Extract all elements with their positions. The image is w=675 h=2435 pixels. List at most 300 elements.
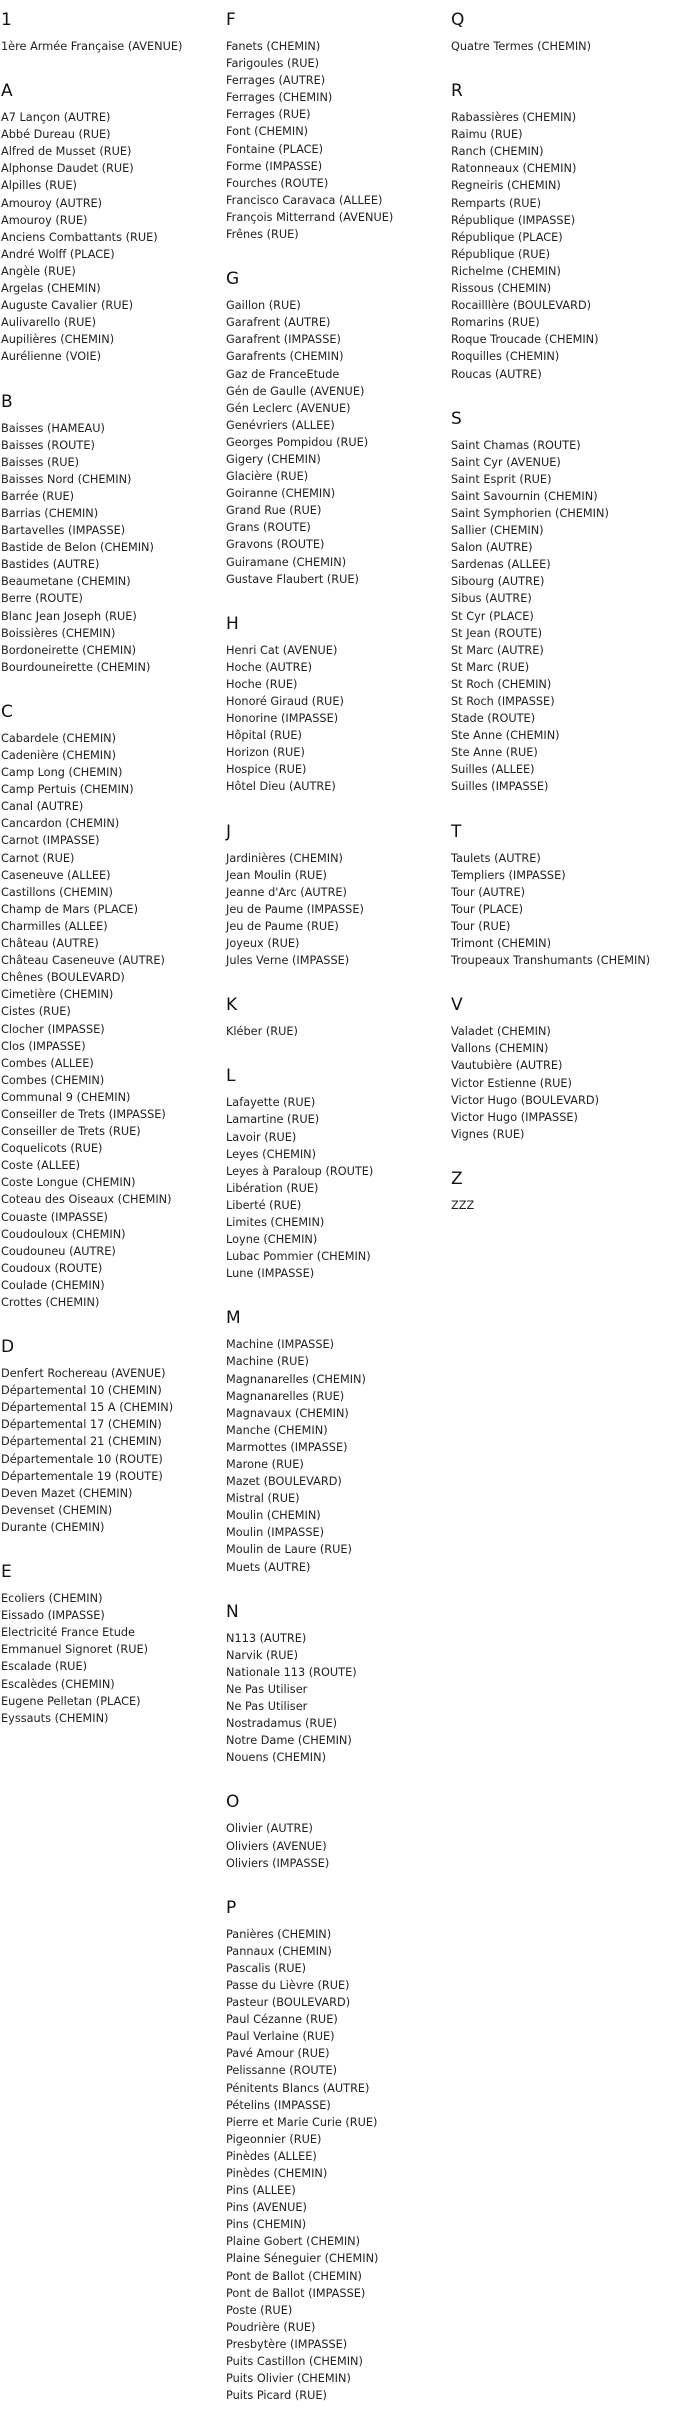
street-link[interactable]: Ferrages (RUE) bbox=[226, 108, 311, 122]
street-link[interactable]: Canal (AUTRE) bbox=[1, 800, 84, 814]
section-letter: G bbox=[226, 269, 240, 290]
street-link[interactable]: Garafrent (AUTRE) bbox=[226, 316, 331, 330]
street-link[interactable]: Pigeonnier (RUE) bbox=[226, 2132, 322, 2146]
street-link[interactable]: Amouroy (AUTRE) bbox=[1, 196, 103, 210]
section-e bbox=[1, 1562, 219, 1727]
street-link[interactable]: Escalèdes (CHEMIN) bbox=[1, 1677, 115, 1691]
section-letter: H bbox=[226, 613, 239, 634]
street-link[interactable]: Pasteur (BOULEVARD) bbox=[226, 1996, 351, 2010]
street-link[interactable]: Hôpital (RUE) bbox=[226, 729, 302, 743]
street-link[interactable]: Devenset (CHEMIN) bbox=[1, 1503, 113, 1517]
street-link[interactable]: Cimetière (CHEMIN) bbox=[1, 988, 114, 1002]
street-link[interactable]: Glacière (RUE) bbox=[226, 470, 309, 484]
street-link[interactable]: Farigoules (RUE) bbox=[226, 57, 320, 71]
street-link[interactable]: Olivier (AUTRE) bbox=[226, 1822, 313, 1836]
street-link[interactable]: Plaine Séneguier (CHEMIN) bbox=[226, 2252, 379, 2266]
street-link[interactable]: St Marc (AUTRE) bbox=[451, 643, 544, 657]
section-letter: L bbox=[226, 1066, 236, 1087]
street-link[interactable]: Rissous (CHEMIN) bbox=[451, 282, 552, 296]
section-g bbox=[226, 269, 446, 588]
street-link[interactable]: André Wolff (PLACE) bbox=[1, 247, 115, 261]
street-link[interactable]: Coquelicots (RUE) bbox=[1, 1142, 103, 1156]
street-link[interactable]: Communal 9 (CHEMIN) bbox=[1, 1090, 131, 1104]
street-link[interactable]: Abbé Dureau (RUE) bbox=[1, 128, 111, 142]
section-spacer bbox=[226, 588, 446, 614]
street-link[interactable]: Stade (ROUTE) bbox=[451, 712, 536, 726]
street-link[interactable]: St Cyr (PLACE) bbox=[451, 609, 534, 623]
street-link[interactable]: Pinèdes (CHEMIN) bbox=[226, 2167, 328, 2180]
section-letter: E bbox=[1, 1562, 12, 1583]
street-link[interactable]: Sibourg (AUTRE) bbox=[451, 575, 545, 589]
street-link[interactable]: Panières (CHEMIN) bbox=[226, 1927, 332, 1941]
street-link[interactable]: Vignes (RUE) bbox=[451, 1127, 525, 1141]
section-d bbox=[1, 1337, 219, 1536]
street-link[interactable]: Beaumetane (CHEMIN) bbox=[1, 575, 131, 589]
street-link[interactable]: Bastide de Belon (CHEMIN) bbox=[1, 541, 154, 555]
street-link[interactable]: Lune (IMPASSE) bbox=[226, 1267, 315, 1281]
street-link[interactable]: St Jean (ROUTE) bbox=[451, 626, 543, 640]
street-link[interactable]: Roque Troucade (CHEMIN) bbox=[451, 333, 599, 347]
street-link[interactable]: Baisses (ROUTE) bbox=[1, 438, 95, 452]
section-letter: D bbox=[1, 1337, 15, 1358]
street-link[interactable]: Sardenas (ALLEE) bbox=[451, 558, 551, 572]
street-link[interactable]: Puits Picard (RUE) bbox=[226, 2389, 327, 2403]
section-letter: M bbox=[226, 1308, 241, 1329]
section-spacer bbox=[226, 1872, 446, 1898]
street-link[interactable]: Electricité France Etude bbox=[1, 1626, 135, 1640]
street-link[interactable]: Emmanuel Signoret (RUE) bbox=[1, 1643, 149, 1657]
street-link[interactable]: Oliviers (AVENUE) bbox=[226, 1839, 327, 1853]
street-link[interactable]: Alphonse Daudet (RUE) bbox=[1, 162, 134, 176]
street-link[interactable]: Henri Cat (AVENUE) bbox=[226, 643, 338, 657]
section-letter: S bbox=[451, 408, 462, 429]
street-link[interactable]: Départemental 17 (CHEMIN) bbox=[1, 1418, 162, 1432]
street-link[interactable]: Oliviers (IMPASSE) bbox=[226, 1856, 330, 1870]
section-s bbox=[451, 409, 675, 796]
section-letter: Z bbox=[451, 1168, 463, 1189]
street-link[interactable]: Guiramane (CHEMIN) bbox=[226, 555, 347, 569]
street-link[interactable]: Templiers (IMPASSE) bbox=[451, 868, 566, 882]
street-link[interactable]: Coste (ALLEE) bbox=[1, 1159, 81, 1173]
street-link[interactable]: Cabardele (CHEMIN) bbox=[1, 731, 117, 745]
street-link[interactable]: Charmilles (ALLEE) bbox=[1, 919, 108, 933]
street-link[interactable]: Libération (RUE) bbox=[226, 1181, 319, 1195]
street-link[interactable]: Victor Estienne (RUE) bbox=[451, 1076, 572, 1090]
street-link[interactable]: Lubac Pommier (CHEMIN) bbox=[226, 1250, 371, 1264]
street-link[interactable]: Amouroy (RUE) bbox=[1, 213, 88, 227]
section-h bbox=[226, 614, 446, 796]
street-link[interactable]: Joyeux (RUE) bbox=[226, 937, 300, 951]
street-link[interactable]: Coteau des Oiseaux (CHEMIN) bbox=[1, 1193, 172, 1207]
street-link[interactable]: François Mitterrand (AVENUE) bbox=[226, 210, 394, 224]
street-link[interactable]: Chênes (BOULEVARD) bbox=[1, 971, 125, 985]
section-spacer bbox=[226, 243, 446, 269]
section-spacer bbox=[1, 55, 219, 81]
street-link[interactable]: Goiranne (CHEMIN) bbox=[226, 487, 336, 501]
section-letter: P bbox=[226, 1897, 237, 1918]
street-link[interactable]: Angèle (RUE) bbox=[1, 264, 76, 278]
street-link[interactable]: Saint Esprit (RUE) bbox=[451, 472, 552, 486]
section-spacer bbox=[451, 1143, 675, 1169]
street-link[interactable]: Gravons (ROUTE) bbox=[226, 538, 325, 552]
street-link[interactable]: Passe du Lièvre (RUE) bbox=[226, 1978, 350, 1992]
section-r bbox=[451, 81, 675, 383]
street-link[interactable]: Départemental 15 A (CHEMIN) bbox=[1, 1401, 174, 1415]
street-link[interactable]: Cadenière (CHEMIN) bbox=[1, 749, 116, 762]
street-link[interactable]: Magnanarelles (CHEMIN) bbox=[226, 1372, 366, 1386]
street-link[interactable]: Pételins (IMPASSE) bbox=[226, 2098, 331, 2112]
street-link[interactable]: Départementale 19 (ROUTE) bbox=[1, 1469, 163, 1483]
street-link[interactable]: Remparts (RUE) bbox=[451, 196, 542, 210]
street-link[interactable]: Jeanne d'Arc (AUTRE) bbox=[226, 885, 347, 899]
section-spacer bbox=[226, 969, 446, 995]
section-letter: N bbox=[226, 1601, 239, 1622]
street-link[interactable]: Moulin de Laure (RUE) bbox=[226, 1543, 352, 1557]
street-link[interactable]: Gén de Gaulle (AVENUE) bbox=[226, 384, 365, 398]
street-link[interactable]: Pins (AVENUE) bbox=[226, 2201, 307, 2215]
street-link[interactable]: Manche (CHEMIN) bbox=[226, 1423, 328, 1437]
street-link[interactable]: Paul Verlaine (RUE) bbox=[226, 2030, 335, 2044]
street-link[interactable]: Barrée (RUE) bbox=[1, 489, 75, 503]
street-link[interactable]: Départemental 10 (CHEMIN) bbox=[1, 1384, 162, 1398]
street-link[interactable]: Kléber (RUE) bbox=[226, 1025, 298, 1039]
street-link[interactable]: N113 (AUTRE) bbox=[226, 1631, 307, 1645]
street-link[interactable]: Argelas (CHEMIN) bbox=[1, 282, 101, 296]
street-link[interactable]: Coudouloux (CHEMIN) bbox=[1, 1227, 126, 1241]
street-link[interactable]: Pont de Ballot (IMPASSE) bbox=[226, 2286, 366, 2300]
street-link[interactable]: Francisco Caravaca (ALLEE) bbox=[226, 193, 383, 207]
street-link[interactable]: Bartavelles (IMPASSE) bbox=[1, 524, 126, 538]
street-link[interactable]: Clocher (IMPASSE) bbox=[1, 1022, 105, 1036]
street-link[interactable]: St Roch (CHEMIN) bbox=[451, 677, 552, 691]
street-link[interactable]: Troupeaux Transhumants (CHEMIN) bbox=[451, 954, 651, 968]
column-3 bbox=[451, 10, 675, 1214]
street-link[interactable]: Hôtel Dieu (AUTRE) bbox=[226, 780, 336, 794]
street-link[interactable]: Nostradamus (RUE) bbox=[226, 1717, 338, 1731]
street-link[interactable]: Coste Longue (CHEMIN) bbox=[1, 1176, 136, 1190]
street-link[interactable]: Leyes à Paraloup (ROUTE) bbox=[226, 1164, 374, 1178]
street-link[interactable]: Roquilles (CHEMIN) bbox=[451, 350, 560, 364]
street-link[interactable]: Ranch (CHEMIN) bbox=[451, 145, 544, 159]
street-link[interactable]: Roucas (AUTRE) bbox=[451, 367, 542, 381]
street-link[interactable]: Valadet (CHEMIN) bbox=[451, 1025, 551, 1039]
street-link[interactable]: Genévriers (ALLEE) bbox=[226, 418, 335, 432]
street-link[interactable]: Loyne (CHEMIN) bbox=[226, 1233, 318, 1247]
section-spacer bbox=[226, 1576, 446, 1602]
street-link[interactable]: Blanc Jean Joseph (RUE) bbox=[1, 609, 137, 623]
street-link[interactable]: Frênes (RUE) bbox=[226, 228, 299, 242]
street-link[interactable]: Eyssauts (CHEMIN) bbox=[1, 1711, 109, 1725]
street-link[interactable]: Tour (AUTRE) bbox=[451, 885, 525, 899]
street-link[interactable]: Suilles (IMPASSE) bbox=[451, 780, 549, 794]
street-link[interactable]: Forme (IMPASSE) bbox=[226, 159, 323, 173]
street-link[interactable]: Baisses (RUE) bbox=[1, 455, 80, 469]
street-link[interactable]: Saint Savournin (CHEMIN) bbox=[451, 489, 598, 503]
street-link[interactable]: Bordoneirette (CHEMIN) bbox=[1, 643, 137, 657]
street-link[interactable]: Ste Anne (CHEMIN) bbox=[451, 729, 560, 743]
section-o bbox=[226, 1792, 446, 1871]
street-link[interactable]: Font (CHEMIN) bbox=[226, 125, 309, 139]
street-link[interactable]: Gigery (CHEMIN) bbox=[226, 452, 321, 466]
street-link[interactable]: Château Caseneuve (AUTRE) bbox=[1, 954, 165, 968]
street-link[interactable]: Bastides (AUTRE) bbox=[1, 558, 100, 572]
street-link[interactable]: Mistral (RUE) bbox=[226, 1492, 300, 1506]
street-link[interactable]: Lamartine (RUE) bbox=[226, 1113, 320, 1127]
street-link[interactable]: Machine (RUE) bbox=[226, 1355, 309, 1369]
street-link[interactable]: République (PLACE) bbox=[451, 230, 563, 244]
street-link[interactable]: Départemental 21 (CHEMIN) bbox=[1, 1435, 162, 1449]
street-link[interactable]: Victor Hugo (BOULEVARD) bbox=[451, 1093, 599, 1107]
street-link[interactable]: Eugene Pelletan (PLACE) bbox=[1, 1694, 141, 1708]
street-link[interactable]: Liberté (RUE) bbox=[226, 1198, 302, 1212]
street-link[interactable]: Marone (RUE) bbox=[226, 1458, 304, 1471]
street-link[interactable]: Château (AUTRE) bbox=[1, 937, 99, 951]
street-link[interactable]: Jean Moulin (RUE) bbox=[226, 868, 327, 882]
street-link[interactable]: Rocailllère (BOULEVARD) bbox=[451, 299, 592, 313]
street-link[interactable]: Fontaine (PLACE) bbox=[226, 142, 324, 156]
street-link[interactable]: 1ère Armée Française (AVENUE) bbox=[1, 40, 183, 53]
street-link[interactable]: Tour (PLACE) bbox=[451, 902, 524, 916]
street-link[interactable]: Notre Dame (CHEMIN) bbox=[226, 1734, 352, 1748]
street-link[interactable]: Baisses Nord (CHEMIN) bbox=[1, 472, 132, 486]
street-link[interactable]: Combes (CHEMIN) bbox=[1, 1073, 105, 1087]
street-link[interactable]: Machine (IMPASSE) bbox=[226, 1338, 335, 1352]
section-q bbox=[451, 10, 675, 55]
section-spacer bbox=[1, 1536, 219, 1562]
street-link[interactable]: Coudoux (ROUTE) bbox=[1, 1261, 103, 1275]
street-link[interactable]: Gaillon (RUE) bbox=[226, 299, 301, 313]
street-link[interactable]: Anciens Combattants (RUE) bbox=[1, 230, 158, 244]
street-link[interactable]: Lavoir (RUE) bbox=[226, 1130, 297, 1144]
street-link[interactable]: Puits Castillon (CHEMIN) bbox=[226, 2355, 363, 2369]
street-link[interactable]: Eissado (IMPASSE) bbox=[1, 1609, 105, 1623]
section-spacer bbox=[1, 1311, 219, 1337]
section-t bbox=[451, 822, 675, 970]
street-link[interactable]: Alfred de Musset (RUE) bbox=[1, 145, 132, 159]
section-letter: C bbox=[1, 701, 13, 722]
street-link[interactable]: Aulivarello (RUE) bbox=[1, 316, 96, 330]
street-link[interactable]: Jules Verne (IMPASSE) bbox=[226, 954, 350, 968]
street-link[interactable]: Nationale 113 (ROUTE) bbox=[226, 1665, 357, 1679]
street-link[interactable]: Caseneuve (ALLEE) bbox=[1, 868, 111, 882]
street-link[interactable]: Poste (RUE) bbox=[226, 2303, 293, 2317]
street-link[interactable]: Crottes (CHEMIN) bbox=[1, 1296, 100, 1309]
street-link[interactable]: Magnavaux (CHEMIN) bbox=[226, 1406, 349, 1420]
street-link[interactable]: Alpilles (RUE) bbox=[1, 179, 77, 193]
street-link[interactable]: Limites (CHEMIN) bbox=[226, 1215, 325, 1229]
section-spacer bbox=[451, 969, 675, 995]
street-link[interactable]: Pénitents Blancs (AUTRE) bbox=[226, 2081, 370, 2095]
street-link[interactable]: Lafayette (RUE) bbox=[226, 1096, 316, 1110]
street-link[interactable]: Tour (RUE) bbox=[451, 919, 511, 933]
street-link[interactable]: Ne Pas Utiliser bbox=[226, 1700, 308, 1714]
street-link[interactable]: Sibus (AUTRE) bbox=[451, 592, 532, 606]
street-link[interactable]: Raimu (RUE) bbox=[451, 128, 523, 142]
section-letter: V bbox=[451, 995, 463, 1016]
street-link[interactable]: Cancardon (CHEMIN) bbox=[1, 817, 120, 831]
street-link[interactable]: Jardinières (CHEMIN) bbox=[226, 851, 343, 865]
street-link[interactable]: Auguste Cavalier (RUE) bbox=[1, 299, 134, 313]
street-link[interactable]: Gustave Flaubert (RUE) bbox=[226, 572, 359, 586]
street-link[interactable]: Boissières (CHEMIN) bbox=[1, 626, 116, 640]
street-link[interactable]: Regneiris (CHEMIN) bbox=[451, 179, 561, 193]
street-link[interactable]: Horizon (RUE) bbox=[226, 746, 305, 760]
street-link[interactable]: Bourdouneirette (CHEMIN) bbox=[1, 660, 151, 674]
street-link[interactable]: Grand Rue (RUE) bbox=[226, 504, 322, 518]
street-link[interactable]: Ne Pas Utiliser bbox=[226, 1682, 308, 1696]
street-link[interactable]: Denfert Rochereau (AVENUE) bbox=[1, 1367, 166, 1381]
street-link[interactable]: Ste Anne (RUE) bbox=[451, 746, 538, 760]
street-link[interactable]: Taulets (AUTRE) bbox=[451, 851, 541, 865]
street-link[interactable]: Gaz de FranceEtude bbox=[226, 367, 340, 381]
street-link[interactable]: Saint Cyr (AVENUE) bbox=[451, 455, 561, 469]
street-link[interactable]: Combes (ALLEE) bbox=[1, 1056, 94, 1070]
section-a bbox=[1, 81, 219, 365]
street-link[interactable]: Pannaux (CHEMIN) bbox=[226, 1944, 332, 1958]
street-link[interactable]: Hospice (RUE) bbox=[226, 763, 307, 777]
section-c bbox=[1, 702, 219, 1311]
street-link[interactable]: République (RUE) bbox=[451, 247, 551, 261]
street-link[interactable]: Victor Hugo (IMPASSE) bbox=[451, 1110, 578, 1124]
street-link[interactable]: Presbytère (IMPASSE) bbox=[226, 2337, 348, 2351]
street-link[interactable]: Hoche (RUE) bbox=[226, 677, 298, 691]
street-link[interactable]: Richelme (CHEMIN) bbox=[451, 264, 561, 278]
street-link[interactable]: Durante (CHEMIN) bbox=[1, 1520, 105, 1534]
section-letter: F bbox=[226, 10, 236, 30]
street-link[interactable]: Mazet (BOULEVARD) bbox=[226, 1475, 342, 1489]
street-link[interactable]: Couaste (IMPASSE) bbox=[1, 1210, 108, 1224]
section-spacer bbox=[451, 383, 675, 409]
street-link[interactable]: Trimont (CHEMIN) bbox=[451, 937, 551, 951]
street-link[interactable]: Grans (ROUTE) bbox=[226, 521, 311, 535]
street-link[interactable]: Conseiller de Trets (RUE) bbox=[1, 1125, 141, 1139]
street-link[interactable]: Gén Leclerc (AVENUE) bbox=[226, 401, 351, 415]
street-link[interactable]: Coudouneu (AUTRE) bbox=[1, 1244, 116, 1258]
street-link[interactable]: Camp Pertuis (CHEMIN) bbox=[1, 783, 134, 797]
street-link[interactable]: Leyes (CHEMIN) bbox=[226, 1147, 317, 1161]
street-link[interactable]: République (IMPASSE) bbox=[451, 213, 576, 227]
street-link[interactable]: Moulin (CHEMIN) bbox=[226, 1509, 321, 1523]
section-letter: A bbox=[1, 81, 13, 102]
street-link[interactable]: Conseiller de Trets (IMPASSE) bbox=[1, 1107, 166, 1121]
street-link[interactable]: Coulade (CHEMIN) bbox=[1, 1278, 105, 1292]
street-link[interactable]: ZZZ bbox=[451, 1198, 475, 1212]
street-link[interactable]: Pascalis (RUE) bbox=[226, 1961, 307, 1975]
street-link[interactable]: Honorine (IMPASSE) bbox=[226, 712, 339, 726]
column-1 bbox=[1, 10, 219, 1727]
street-link[interactable]: Aurélienne (VOIE) bbox=[1, 350, 102, 364]
street-link[interactable]: Camp Long (CHEMIN) bbox=[1, 766, 123, 780]
street-link[interactable]: Marmottes (IMPASSE) bbox=[226, 1440, 348, 1454]
street-link[interactable]: Hoche (AUTRE) bbox=[226, 660, 313, 674]
street-link[interactable]: Deven Mazet (CHEMIN) bbox=[1, 1486, 133, 1500]
street-link[interactable]: Moulin (IMPASSE) bbox=[226, 1526, 325, 1540]
section-spacer bbox=[451, 55, 675, 81]
section-letter: 1 bbox=[1, 10, 12, 30]
street-link[interactable]: Pelissanne (ROUTE) bbox=[226, 2064, 338, 2078]
street-link[interactable]: Vautubière (AUTRE) bbox=[451, 1059, 563, 1073]
street-link[interactable]: Saint Chamas (ROUTE) bbox=[451, 438, 581, 452]
street-link[interactable]: Fourches (ROUTE) bbox=[226, 176, 329, 190]
section-spacer bbox=[451, 796, 675, 822]
street-link[interactable]: Ferrages (AUTRE) bbox=[226, 74, 326, 88]
street-link[interactable]: Narvik (RUE) bbox=[226, 1648, 299, 1662]
section-spacer bbox=[226, 796, 446, 822]
street-link[interactable]: Romarins (RUE) bbox=[451, 316, 540, 330]
street-link[interactable]: Honoré Giraud (RUE) bbox=[226, 695, 344, 708]
section-p bbox=[226, 1898, 446, 2405]
section-spacer bbox=[226, 1766, 446, 1792]
street-link[interactable]: Muets (AUTRE) bbox=[226, 1560, 311, 1574]
street-link[interactable]: A7 Lançon (AUTRE) bbox=[1, 111, 111, 125]
street-link[interactable]: St Roch (IMPASSE) bbox=[451, 695, 555, 708]
street-link[interactable]: Pins (CHEMIN) bbox=[226, 2218, 307, 2232]
street-link[interactable]: Pavé Amour (RUE) bbox=[226, 2047, 330, 2061]
street-link[interactable]: Poudrière (RUE) bbox=[226, 2320, 316, 2334]
street-link[interactable]: Carnot (IMPASSE) bbox=[1, 834, 100, 848]
section-l bbox=[226, 1066, 446, 1282]
section-letter: Q bbox=[451, 10, 465, 30]
street-link[interactable]: Pont de Ballot (CHEMIN) bbox=[226, 2269, 362, 2283]
street-link[interactable]: Pinèdes (ALLEE) bbox=[226, 2149, 317, 2163]
section-1 bbox=[1, 10, 219, 55]
section-spacer bbox=[226, 1040, 446, 1066]
street-link[interactable]: Jeu de Paume (IMPASSE) bbox=[226, 902, 364, 916]
street-link[interactable]: Magnanarelles (RUE) bbox=[226, 1389, 345, 1403]
street-link[interactable]: Garafrent (IMPASSE) bbox=[226, 333, 341, 347]
street-link[interactable]: Carnot (RUE) bbox=[1, 851, 75, 865]
section-letter: R bbox=[451, 81, 463, 102]
street-link[interactable]: Ferrages (CHEMIN) bbox=[226, 91, 333, 105]
street-link[interactable]: Fanets (CHEMIN) bbox=[226, 40, 321, 53]
street-link[interactable]: Nouens (CHEMIN) bbox=[226, 1751, 326, 1765]
section-spacer bbox=[1, 366, 219, 392]
street-link[interactable]: Barrias (CHEMIN) bbox=[1, 506, 99, 520]
street-link[interactable]: Rabassières (CHEMIN) bbox=[451, 111, 577, 125]
section-spacer bbox=[1, 676, 219, 702]
street-link[interactable]: Ecoliers (CHEMIN) bbox=[1, 1592, 103, 1606]
street-link[interactable]: Castillons (CHEMIN) bbox=[1, 885, 113, 899]
street-link[interactable]: Puits Olivier (CHEMIN) bbox=[226, 2372, 351, 2386]
street-link[interactable]: Plaine Gobert (CHEMIN) bbox=[226, 2235, 361, 2249]
street-link[interactable]: Baisses (HAMEAU) bbox=[1, 421, 105, 435]
section-letter: K bbox=[226, 995, 238, 1016]
street-link[interactable]: Salon (AUTRE) bbox=[451, 541, 533, 555]
street-link[interactable]: Quatre Termes (CHEMIN) bbox=[451, 40, 592, 53]
street-link[interactable]: Jeu de Paume (RUE) bbox=[226, 919, 339, 933]
street-link[interactable]: Saint Symphorien (CHEMIN) bbox=[451, 506, 609, 520]
street-link[interactable]: Clos (IMPASSE) bbox=[1, 1039, 86, 1053]
section-f bbox=[226, 10, 446, 243]
street-link[interactable]: Suilles (ALLEE) bbox=[451, 763, 535, 777]
street-link[interactable]: Cistes (RUE) bbox=[1, 1005, 71, 1019]
street-link[interactable]: Sallier (CHEMIN) bbox=[451, 524, 544, 538]
section-j bbox=[226, 822, 446, 970]
street-link[interactable]: Pierre et Marie Curie (RUE) bbox=[226, 2115, 378, 2129]
street-link[interactable]: Georges Pompidou (RUE) bbox=[226, 435, 369, 449]
street-link[interactable]: Berre (ROUTE) bbox=[1, 592, 83, 606]
street-link[interactable]: Escalade (RUE) bbox=[1, 1660, 88, 1674]
street-link[interactable]: Garafrents (CHEMIN) bbox=[226, 350, 344, 364]
street-link[interactable]: Paul Cézanne (RUE) bbox=[226, 2013, 338, 2027]
street-link[interactable]: Pins (ALLEE) bbox=[226, 2184, 296, 2198]
street-link[interactable]: Ratonneaux (CHEMIN) bbox=[451, 162, 577, 176]
street-link[interactable]: Départementale 10 (ROUTE) bbox=[1, 1452, 163, 1466]
street-link[interactable]: St Marc (RUE) bbox=[451, 660, 530, 674]
street-link[interactable]: Champ de Mars (PLACE) bbox=[1, 902, 138, 916]
street-link[interactable]: Aupilières (CHEMIN) bbox=[1, 333, 115, 347]
street-link[interactable]: Vallons (CHEMIN) bbox=[451, 1042, 549, 1056]
